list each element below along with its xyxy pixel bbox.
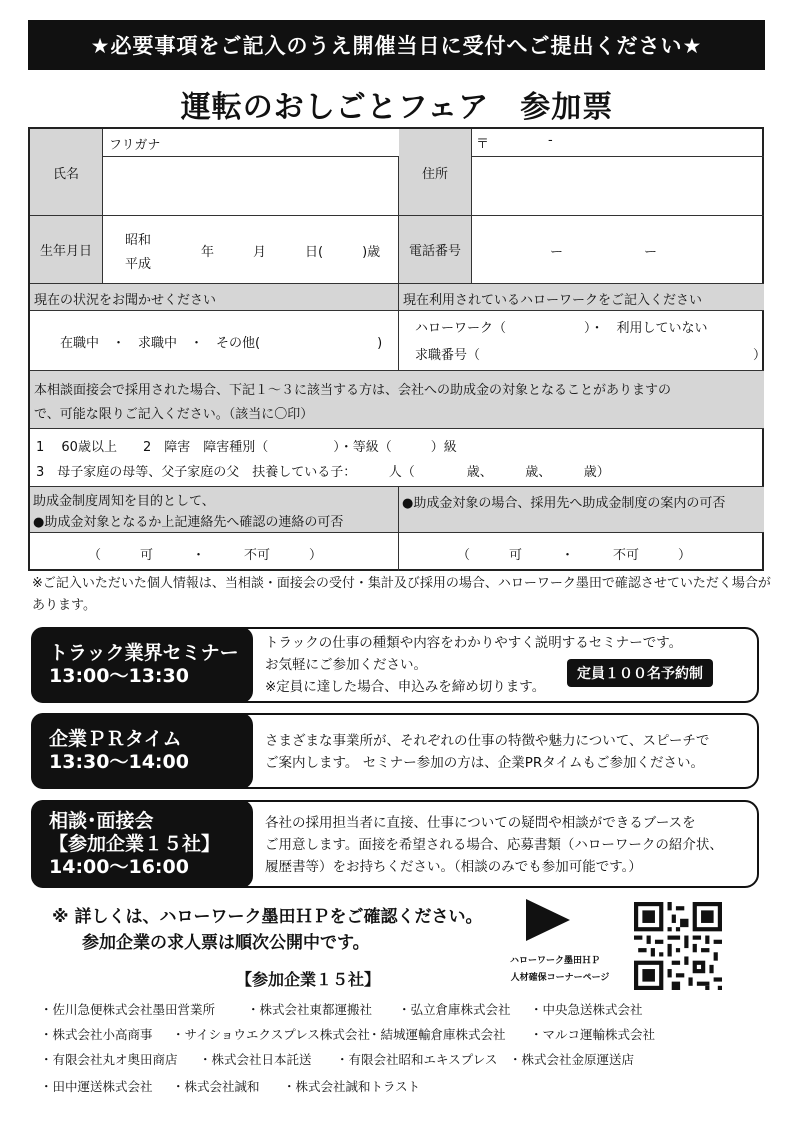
pr-desc-1: さまざまな事業所が、それぞれの仕事の特徴や魅力について、スピーチで [265, 733, 710, 749]
interview-title: 相談･面接会 [49, 809, 154, 832]
name-field[interactable] [103, 157, 399, 216]
company-item: ・有限会社昭和エキスプレス [336, 1052, 498, 1067]
seminar-desc-1: トラックの仕事の種類や内容をわかりやすく説明するセミナーです。 [265, 635, 683, 651]
interview-desc-3: 履歴書等）をお持ちください。（相談のみでも参加可能です。） [265, 859, 642, 875]
company-item: ・株式会社東都運搬社 [247, 1002, 373, 1017]
seminar-desc-3: ※定員に達した場合、申込みを締め切ります。 [265, 679, 546, 695]
postal-code-field[interactable] [472, 129, 764, 157]
consent-left-choice-text: （ 可 ・ 不可 ） [88, 548, 323, 563]
phone-field[interactable] [472, 216, 764, 284]
hellowork-header-text: 現在利用されているハローワークをご記入ください [403, 293, 703, 308]
birth-label-text: 生年月日 [39, 244, 92, 259]
capacity-badge: 定員１００名予約制 [567, 659, 713, 687]
pr-title: 企業ＰＲタイム [49, 728, 182, 750]
seminar-title: トラック業界セミナー [49, 642, 239, 664]
hellowork-field[interactable] [399, 311, 767, 371]
phone-label [399, 216, 472, 284]
company-item: ・マルコ運輸株式会社 [530, 1027, 656, 1042]
hp-label-1: ハローワーク墨田ＨＰ [510, 956, 601, 966]
birth-label [30, 216, 103, 284]
registration-form [28, 127, 767, 571]
qr-code-icon[interactable] [634, 902, 722, 990]
privacy-note: ※ご記入いただいた個人情報は、当相談・面接会の受付・集計及び採用の場合、ハローワーク墨田で確認させていただく場合があります。 [32, 576, 771, 613]
consent-right-text: ●助成金対象の場合、採用先へ助成金制度の案内の可否 [402, 496, 726, 511]
interview-subtitle: 【参加企業１５社】 [49, 832, 221, 855]
play-arrow-icon [522, 897, 574, 943]
interview-section [31, 800, 759, 888]
furigana-field[interactable] [103, 129, 399, 157]
address-label-text: 住所 [421, 166, 448, 182]
phone-dash-1: ー [550, 245, 564, 260]
subsidy-header [30, 371, 764, 429]
company-item: ・弘立倉庫株式会社 [398, 1002, 511, 1017]
postal-mark: 〒 [476, 137, 490, 152]
address-field[interactable] [472, 157, 764, 216]
pr-time: 13:30～14:00 [49, 751, 189, 773]
company-item: ・佐川急便株式会社墨田営業所 [40, 1002, 216, 1017]
name-label [30, 129, 103, 216]
status-options[interactable] [30, 311, 399, 371]
era-heisei: 平成 [125, 257, 152, 272]
subsidy-line-1: 1 60歳以上 2 障害 障害種別（ ）・等級（ ）級 [36, 440, 457, 455]
company-item: ・株式会社日本託送 [199, 1052, 312, 1067]
pr-description [265, 730, 745, 774]
pr-section [31, 713, 759, 789]
status-header-text: 現在の状況をお聞かせください [34, 293, 217, 308]
status-options-text: 在職中 ・ 求職中 ・ その他( ) [60, 336, 383, 351]
company-item: ・田中運送株式会社 [40, 1079, 153, 1094]
instruction-banner: ★必要事項をご記入のうえ開催当日に受付へご提出ください★ [28, 20, 765, 70]
info-line-2: 参加企業の求人票は順次公開中です。 [82, 933, 370, 953]
companies-title: 【参加企業１５社】 [236, 970, 381, 989]
company-item: ・株式会社誠和トラスト [283, 1079, 421, 1094]
subsidy-line-2: 3 母子家庭の母等、父子家庭の父 扶養している子： 人（ 歳、 歳、 歳） [36, 465, 610, 480]
birth-date-field[interactable] [103, 216, 399, 284]
page-title: 運転のおしごとフェア 参加票 [180, 90, 614, 125]
interview-label [31, 800, 253, 888]
company-item: ・中央急送株式会社 [530, 1002, 643, 1017]
pr-label [31, 713, 253, 789]
consent-left-header [30, 487, 399, 533]
info-line-1: ※ 詳しくは、ハローワーク墨田ＨＰをご確認ください。 [52, 907, 483, 927]
seminar-label [31, 627, 253, 703]
birth-fields: 年 月 日( )歳 [201, 245, 381, 260]
subsidy-fields[interactable] [30, 429, 764, 487]
consent-left-line-2: ●助成金対象となるか上記連絡先へ確認の連絡の可否 [33, 515, 344, 530]
company-item: ・株式会社誠和 [172, 1079, 260, 1094]
phone-label-text: 電話番号 [408, 244, 461, 259]
subsidy-header-line-1: 本相談面接会で採用された場合、下記１～３に該当する方は、会社への助成金の対象となることがありますの [34, 383, 672, 398]
interview-description [265, 812, 745, 878]
consent-left-choice[interactable] [30, 533, 399, 571]
interview-desc-2: ご用意します。面接を希望される場合、応募書類（ハローワークの紹介状、 [265, 837, 723, 853]
name-label-text: 氏名 [52, 166, 79, 182]
hellowork-header [399, 284, 764, 311]
consent-right-choice[interactable] [399, 533, 764, 571]
company-item: ・サイショウエクスプレス株式会社 [172, 1027, 370, 1042]
status-header [30, 284, 399, 311]
hellowork-name-line: ハローワーク（ ）・ 利用していない [415, 321, 708, 336]
interview-desc-1: 各社の採用担当者に直接、仕事についての疑問や相談ができるブースを [265, 815, 696, 831]
era-showa: 昭和 [125, 233, 152, 248]
address-label [399, 129, 472, 216]
hp-label-2: 人材確保コーナーページ [510, 973, 610, 983]
subsidy-header-line-2: で、可能な限りご記入ください。（該当に〇印） [34, 407, 314, 422]
phone-dash-2: ー [644, 245, 658, 260]
consent-left-line-1: 助成金制度周知を目的として、 [33, 494, 215, 509]
consent-right-header [399, 487, 764, 533]
seminar-section [31, 627, 759, 703]
job-number-line: 求職番号（ ） [415, 348, 767, 363]
seminar-desc-2: お気軽にご参加ください。 [265, 657, 427, 673]
consent-right-choice-text: （ 可 ・ 不可 ） [457, 548, 692, 563]
company-item: ・株式会社金原運送店 [509, 1052, 635, 1067]
furigana-label: フリガナ [109, 138, 161, 153]
company-item: ・有限会社丸オ奥田商店 [40, 1052, 178, 1067]
interview-time: 14:00～16:00 [49, 855, 189, 878]
company-item: ・結城運輸倉庫株式会社 [368, 1027, 506, 1042]
seminar-time: 13:00～13:30 [49, 665, 189, 687]
company-item: ・株式会社小高商事 [40, 1027, 153, 1042]
postal-dash: - [548, 133, 553, 148]
pr-desc-2: ご案内します。 セミナー参加の方は、企業PRタイムもご参加ください。 [265, 755, 704, 771]
